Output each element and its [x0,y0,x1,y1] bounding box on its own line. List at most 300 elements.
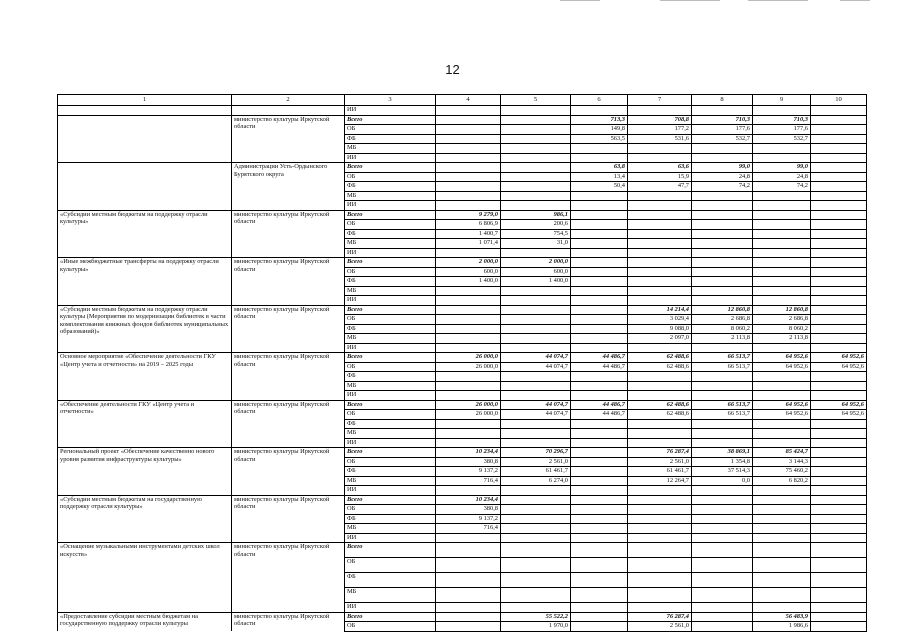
amount-cell: 149,8 [571,125,628,135]
column-number: 4 [436,95,501,106]
amount-cell [501,372,571,382]
responsible-executor: министерство культуры Иркутской области [232,400,345,448]
amount-cell [436,172,501,182]
amount-cell [436,115,501,125]
amount-cell [501,533,571,543]
amount-cell [753,558,811,573]
amount-cell: 177,6 [692,125,753,135]
amount-cell: 31,0 [501,239,571,249]
amount-cell [692,391,753,401]
amount-cell [501,381,571,391]
amount-cell: 66 513,7 [692,353,753,363]
funding-source: МБ [345,588,436,603]
amount-cell [571,603,628,613]
funding-source: ИИ [345,106,436,116]
amount-cell [753,543,811,558]
funding-source: ИИ [345,391,436,401]
amount-cell [501,486,571,496]
amount-cell: 8 060,2 [692,324,753,334]
amount-cell [436,419,501,429]
amount-cell [628,267,692,277]
amount-cell [811,229,867,239]
amount-cell [811,419,867,429]
amount-cell [628,419,692,429]
measure-description [58,106,232,116]
funding-source: ИИ [345,248,436,258]
amount-cell [811,163,867,173]
amount-cell [501,438,571,448]
amount-cell [692,239,753,249]
amount-cell [571,381,628,391]
amount-cell [628,343,692,353]
amount-cell [501,543,571,558]
amount-cell [571,210,628,220]
measure-description: «Обеспечение деятельности ГКУ «Центр учета и отчетности» [58,400,232,448]
amount-cell [571,334,628,344]
program-funding-table [57,94,867,632]
amount-cell: 1 400,0 [501,277,571,287]
amount-cell [436,486,501,496]
amount-cell: 74,2 [692,182,753,192]
funding-source: МБ [345,476,436,486]
amount-cell [501,334,571,344]
amount-cell [811,286,867,296]
amount-cell [571,239,628,249]
measure-description: «Иные межбюджетные трансферты на поддержку отрасли культуры» [58,258,232,306]
amount-cell [692,588,753,603]
amount-cell [628,144,692,154]
amount-cell [753,381,811,391]
amount-cell [811,125,867,135]
amount-cell [753,524,811,534]
amount-cell [811,315,867,325]
amount-cell [753,286,811,296]
amount-cell [501,324,571,334]
responsible-executor: министерство культуры Иркутской области [232,115,345,163]
amount-cell: 2 686,8 [692,315,753,325]
amount-cell [811,191,867,201]
table-row [58,210,867,220]
amount-cell [571,286,628,296]
funding-source: МБ [345,239,436,249]
funding-source: ОБ [345,558,436,573]
column-number: 7 [628,95,692,106]
amount-cell: 380,8 [436,457,501,467]
column-number: 6 [571,95,628,106]
amount-cell [811,467,867,477]
amount-cell [811,495,867,505]
page-number: 12 [445,62,460,77]
amount-cell: 12 264,7 [628,476,692,486]
amount-cell [501,115,571,125]
amount-cell [501,343,571,353]
amount-cell [753,372,811,382]
amount-cell: 6 806,9 [436,220,501,230]
amount-cell [571,153,628,163]
responsible-executor: министерство культуры Иркутской области [232,543,345,613]
amount-cell [753,106,811,116]
funding-source: МБ [345,381,436,391]
amount-cell: 2 561,0 [628,622,692,632]
funding-source: Всего [345,353,436,363]
funding-source: ИИ [345,533,436,543]
funding-source: ОБ [345,505,436,515]
amount-cell [436,163,501,173]
amount-cell: 563,5 [571,134,628,144]
column-number: 1 [58,95,232,106]
funding-source: ФБ [345,514,436,524]
funding-source: ОБ [345,410,436,420]
amount-cell: 62 488,6 [628,353,692,363]
amount-cell: 74,2 [753,182,811,192]
amount-cell: 710,3 [753,115,811,125]
column-number: 9 [753,95,811,106]
amount-cell: 15,9 [628,172,692,182]
amount-cell [811,239,867,249]
amount-cell [436,381,501,391]
funding-source: Всего [345,115,436,125]
amount-cell [753,210,811,220]
funding-source: Всего [345,612,436,622]
amount-cell [628,486,692,496]
funding-source: ИИ [345,486,436,496]
amount-cell: 24,8 [753,172,811,182]
amount-cell [753,229,811,239]
amount-cell [571,220,628,230]
amount-cell: 380,8 [436,505,501,515]
amount-cell [692,381,753,391]
amount-cell [692,106,753,116]
amount-cell [436,125,501,135]
amount-cell: 70 296,7 [501,448,571,458]
amount-cell [571,495,628,505]
amount-cell [692,533,753,543]
amount-cell [501,588,571,603]
funding-source: Всего [345,210,436,220]
amount-cell [811,588,867,603]
amount-cell [811,248,867,258]
amount-cell [436,334,501,344]
funding-source: ИИ [345,603,436,613]
amount-cell [811,505,867,515]
amount-cell: 12 860,8 [753,305,811,315]
funding-source: МБ [345,286,436,296]
amount-cell: 56 483,9 [753,612,811,622]
amount-cell [501,315,571,325]
table-row [58,106,867,116]
amount-cell: 64 952,6 [811,362,867,372]
amount-cell [436,153,501,163]
amount-cell [628,372,692,382]
table-row [58,258,867,268]
funding-source: ФБ [345,229,436,239]
amount-cell [501,153,571,163]
amount-cell: 64 952,6 [753,400,811,410]
amount-cell: 47,7 [628,182,692,192]
funding-source: ФБ [345,372,436,382]
amount-cell: 50,4 [571,182,628,192]
amount-cell [692,573,753,588]
amount-cell [692,201,753,211]
amount-cell [692,612,753,622]
table-row [58,400,867,410]
amount-cell [753,391,811,401]
amount-cell: 64 952,6 [753,362,811,372]
responsible-executor: министерство культуры Иркутской области [232,448,345,496]
funding-source: ФБ [345,324,436,334]
amount-cell: 64 952,6 [753,410,811,420]
amount-cell [811,457,867,467]
amount-cell: 44 486,7 [571,362,628,372]
table-row [58,543,867,558]
amount-cell [501,495,571,505]
amount-cell [571,524,628,534]
amount-cell: 62 488,6 [628,400,692,410]
amount-cell [436,248,501,258]
measure-description: «Субсидии местным бюджетам на поддержку отрасли культуры (Мероприятия по модернизации библиотек в части комплектования книжных фондов библиотек муниципальных образований)» [58,305,232,353]
column-number: 8 [692,95,753,106]
amount-cell: 66 513,7 [692,410,753,420]
amount-cell: 99,0 [753,163,811,173]
amount-cell [753,201,811,211]
measure-description: Региональный проект «Обеспечение качественно нового уровня развития инфраструктуры культуры» [58,448,232,496]
funding-source: ОБ [345,457,436,467]
funding-source: Всего [345,400,436,410]
funding-source: ОБ [345,125,436,135]
amount-cell [571,106,628,116]
funding-source: ИИ [345,296,436,306]
amount-cell [628,258,692,268]
amount-cell [571,573,628,588]
amount-cell [692,514,753,524]
funding-source: ФБ [345,573,436,588]
amount-cell: 2 097,0 [628,334,692,344]
amount-cell [811,514,867,524]
funding-source: ФБ [345,277,436,287]
amount-cell: 26 000,0 [436,362,501,372]
amount-cell: 600,0 [501,267,571,277]
amount-cell [571,429,628,439]
amount-cell [501,201,571,211]
amount-cell: 1 400,7 [436,229,501,239]
amount-cell [628,153,692,163]
amount-cell [501,305,571,315]
amount-cell [628,558,692,573]
amount-cell [811,220,867,230]
funding-source: ФБ [345,467,436,477]
amount-cell [753,533,811,543]
funding-source: ИИ [345,343,436,353]
amount-cell [628,603,692,613]
column-number: 5 [501,95,571,106]
funding-source: ОБ [345,315,436,325]
amount-cell: 2 686,8 [753,315,811,325]
amount-cell [811,372,867,382]
column-number: 3 [345,95,436,106]
amount-cell [811,448,867,458]
amount-cell [436,134,501,144]
measure-description: «Оснащение музыкальными инструментами детских школ искусств» [58,543,232,613]
amount-cell [436,305,501,315]
measure-description [58,163,232,211]
amount-cell [436,543,501,558]
amount-cell [571,486,628,496]
amount-cell [571,391,628,401]
amount-cell [571,315,628,325]
amount-cell [811,381,867,391]
amount-cell [436,438,501,448]
amount-cell [753,277,811,287]
amount-cell [571,296,628,306]
amount-cell: 9 088,0 [628,324,692,334]
amount-cell [811,324,867,334]
amount-cell [692,296,753,306]
amount-cell: 600,0 [436,267,501,277]
amount-cell [811,334,867,344]
amount-cell [628,438,692,448]
amount-cell [628,381,692,391]
amount-cell [811,172,867,182]
amount-cell: 1 986,6 [753,622,811,632]
funding-source: МБ [345,191,436,201]
amount-cell [811,115,867,125]
amount-cell: 76 287,4 [628,448,692,458]
amount-cell: 24,8 [692,172,753,182]
column-number: 2 [232,95,345,106]
amount-cell: 1 354,8 [692,457,753,467]
amount-cell [436,201,501,211]
amount-cell [628,533,692,543]
funding-source: МБ [345,524,436,534]
amount-cell [571,343,628,353]
table-row [58,448,867,458]
amount-cell [436,372,501,382]
amount-cell [692,372,753,382]
amount-cell [436,296,501,306]
amount-cell [501,419,571,429]
amount-cell [811,258,867,268]
amount-cell [436,573,501,588]
amount-cell [436,588,501,603]
amount-cell: 8 060,2 [753,324,811,334]
amount-cell [501,573,571,588]
amount-cell [501,391,571,401]
amount-cell [692,153,753,163]
amount-cell: 2 000,0 [501,258,571,268]
amount-cell [571,533,628,543]
amount-cell [436,343,501,353]
amount-cell [571,505,628,515]
measure-description [58,115,232,163]
responsible-executor: министерство культуры Иркутской области [232,305,345,353]
amount-cell: 1 071,4 [436,239,501,249]
amount-cell [692,438,753,448]
funding-source: ФБ [345,419,436,429]
amount-cell [436,182,501,192]
amount-cell [753,267,811,277]
amount-cell [571,514,628,524]
amount-cell [628,229,692,239]
amount-cell [501,106,571,116]
amount-cell: 44 074,7 [501,410,571,420]
amount-cell [571,191,628,201]
amount-cell [811,543,867,558]
amount-cell: 13,4 [571,172,628,182]
amount-cell [811,438,867,448]
amount-cell [571,558,628,573]
amount-cell [692,258,753,268]
column-number: 10 [811,95,867,106]
funding-source: МБ [345,144,436,154]
amount-cell: 3 144,3 [753,457,811,467]
amount-cell [628,514,692,524]
funding-source: ИИ [345,201,436,211]
amount-cell [811,277,867,287]
top-edge-mark [660,0,720,1]
amount-cell [628,391,692,401]
amount-cell [571,622,628,632]
amount-cell: 63,8 [571,163,628,173]
amount-cell [753,588,811,603]
amount-cell: 716,4 [436,524,501,534]
amount-cell [692,622,753,632]
amount-cell [811,305,867,315]
amount-cell [692,248,753,258]
amount-cell [501,429,571,439]
amount-cell [753,343,811,353]
amount-cell: 44 486,7 [571,353,628,363]
amount-cell [811,612,867,622]
amount-cell [436,558,501,573]
amount-cell: 26 000,0 [436,410,501,420]
amount-cell: 6 274,0 [501,476,571,486]
table-row [58,495,867,505]
amount-cell [692,429,753,439]
amount-cell [753,191,811,201]
amount-cell [692,286,753,296]
amount-cell [628,210,692,220]
amount-cell [692,486,753,496]
amount-cell: 44 486,7 [571,410,628,420]
responsible-executor: министерство культуры Иркутской области [232,210,345,258]
amount-cell [692,144,753,154]
amount-cell [811,296,867,306]
amount-cell [753,573,811,588]
amount-cell: 713,3 [571,115,628,125]
amount-cell [811,343,867,353]
amount-cell [753,514,811,524]
amount-cell [501,134,571,144]
amount-cell: 1 970,0 [501,622,571,632]
amount-cell [811,153,867,163]
amount-cell [436,144,501,154]
amount-cell [692,210,753,220]
amount-cell [436,612,501,622]
amount-cell [628,248,692,258]
amount-cell [753,419,811,429]
amount-cell: 37 514,3 [692,467,753,477]
amount-cell: 200,6 [501,220,571,230]
amount-cell: 44 486,7 [571,400,628,410]
amount-cell: 986,1 [501,210,571,220]
amount-cell [628,201,692,211]
amount-cell: 14 214,4 [628,305,692,315]
amount-cell: 177,6 [753,125,811,135]
amount-cell: 754,5 [501,229,571,239]
amount-cell [811,573,867,588]
amount-cell [811,558,867,573]
amount-cell [628,505,692,515]
